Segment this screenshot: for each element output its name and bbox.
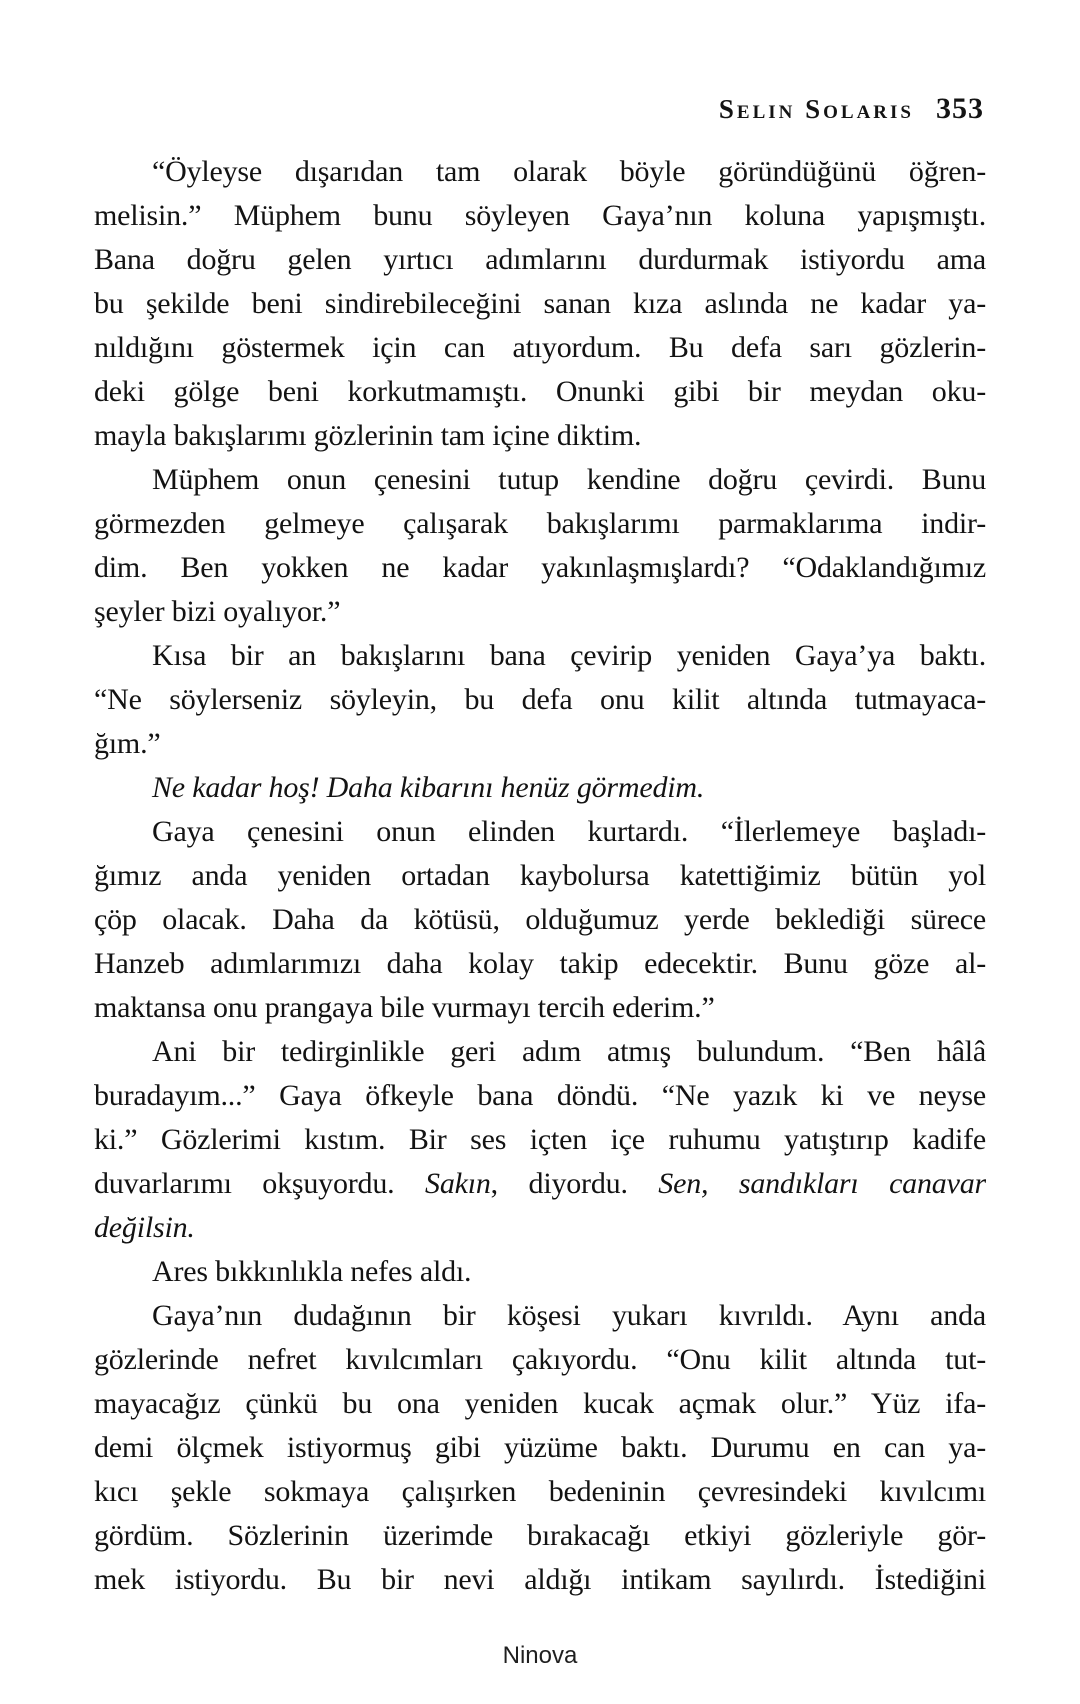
text-line [94,1250,986,1294]
text-run: nıldığını göstermek için can atıyordum. Bu defa sarı gözlerin- [94,331,986,364]
text-run: gördüm. Sözlerinin üzerimde bırakacağı etkiyi gözleriyle gör- [94,1519,986,1552]
text-line [94,150,986,194]
text-line [94,1294,986,1338]
text-run: ğım.” [94,727,161,760]
text-run: değilsin. [94,1211,195,1244]
text-line [94,722,986,766]
text-run: Gaya çenesini onun elinden kurtardı. “İlerlemeye başladı- [152,815,986,848]
text-line [94,1382,986,1426]
text-line [94,1074,986,1118]
text-line [94,590,986,634]
text-run: “Öyleyse dışarıdan tam olarak böyle göründüğünü öğren- [152,155,986,188]
text-run: duvarlarımı okşuyordu. [94,1167,426,1200]
text-run: Ne kadar hoş! Daha kibarını henüz görmedim. [152,771,705,804]
text-line [94,414,986,458]
text-line [94,1030,986,1074]
text-run: ğımız anda yeniden ortadan kaybolursa katettiğimiz bütün yol [94,859,986,892]
text-line [94,634,986,678]
book-title: Selin Solaris [718,94,914,124]
text-line [94,546,986,590]
text-run: bu şekilde beni sindirebileceğini sanan kıza aslında ne kadar ya- [94,287,986,320]
text-line [94,282,986,326]
text-run: Müphem onun çenesini tutup kendine doğru çevirdi. Bunu [152,463,986,496]
text-run: Ani bir tedirginlikle geri adım atmış bulundum. “Ben hâlâ [152,1035,986,1068]
text-line [94,238,986,282]
text-line [94,1514,986,1558]
text-run: Sakın [425,1167,491,1200]
text-line [94,458,986,502]
text-run: şeyler bizi oyalıyor.” [94,595,341,628]
text-run: Ares bıkkınlıkla nefes aldı. [152,1255,472,1288]
text-run: Gaya’nın dudağının bir köşesi yukarı kıvrıldı. Aynı anda [152,1299,986,1332]
publisher-name: Ninova [502,1642,578,1669]
text-line [94,326,986,370]
text-line [94,854,986,898]
text-run: mayacağız çünkü bu ona yeniden kucak açmak olur.” Yüz ifa- [94,1387,986,1420]
text-run: Sen, sandıkları canavar [658,1167,986,1200]
text-run: Kısa bir an bakışlarını bana çevirip yeniden Gaya’ya baktı. [152,639,986,672]
text-line [94,678,986,722]
text-run: gözlerinde nefret kıvılcımları çakıyordu. “Onu kilit altında tut- [94,1343,986,1376]
running-header [719,92,984,126]
text-line [94,942,986,986]
text-run: melisin.” Müphem bunu söyleyen Gaya’nın koluna yapışmıştı. [94,199,986,232]
text-line [94,1338,986,1382]
text-line [94,898,986,942]
text-run: mayla bakışlarımı gözlerinin tam içine diktim. [94,419,642,452]
text-run: , diyordu. [490,1167,659,1200]
page-number: 353 [936,92,984,125]
text-line [94,370,986,414]
text-line [94,1206,986,1250]
text-line [94,1470,986,1514]
text-run: buradayım...” Gaya öfkeyle bana döndü. “Ne yazık ki ve neyse [94,1079,986,1112]
text-line [94,986,986,1030]
text-run: demi ölçmek istiyormuş gibi yüzüme baktı. Durumu en can ya- [94,1431,986,1464]
text-line [94,810,986,854]
text-line [94,502,986,546]
text-run: görmezden gelmeye çalışarak bakışlarımı parmaklarıma indir- [94,507,986,540]
text-run: deki gölge beni korkutmamıştı. Onunki gibi bir meydan oku- [94,375,986,408]
text-run: ki.” Gözlerimi kıstım. Bir ses içten içe ruhumu yatıştırıp kadife [94,1123,986,1156]
text-run: çöp olacak. Daha da kötüsü, olduğumuz yerde beklediği sürece [94,903,986,936]
page-footer [0,1642,1080,1670]
text-run: “Ne söylerseniz söyleyin, bu defa onu kilit altında tutmayaca- [94,683,986,716]
text-run: mek istiyordu. Bu bir nevi aldığı intikam sayılırdı. İstediğini [94,1563,986,1596]
text-line [94,1162,986,1206]
text-run: Hanzeb adımlarımızı daha kolay takip edecektir. Bunu göze al- [94,947,986,980]
text-line [94,194,986,238]
text-run: maktansa onu prangaya bile vurmayı tercih ederim.” [94,991,715,1024]
text-block [94,150,986,1602]
text-run: kıcı şekle sokmaya çalışırken bedeninin çevresindeki kıvılcımı [94,1475,986,1508]
text-run: dim. Ben yokken ne kadar yakınlaşmışlardı? “Odaklandığımız [94,551,986,584]
text-line [94,1426,986,1470]
text-line [94,766,986,810]
text-run: Bana doğru gelen yırtıcı adımlarını durdurmak istiyordu ama [94,243,986,276]
text-line [94,1558,986,1602]
text-line [94,1118,986,1162]
